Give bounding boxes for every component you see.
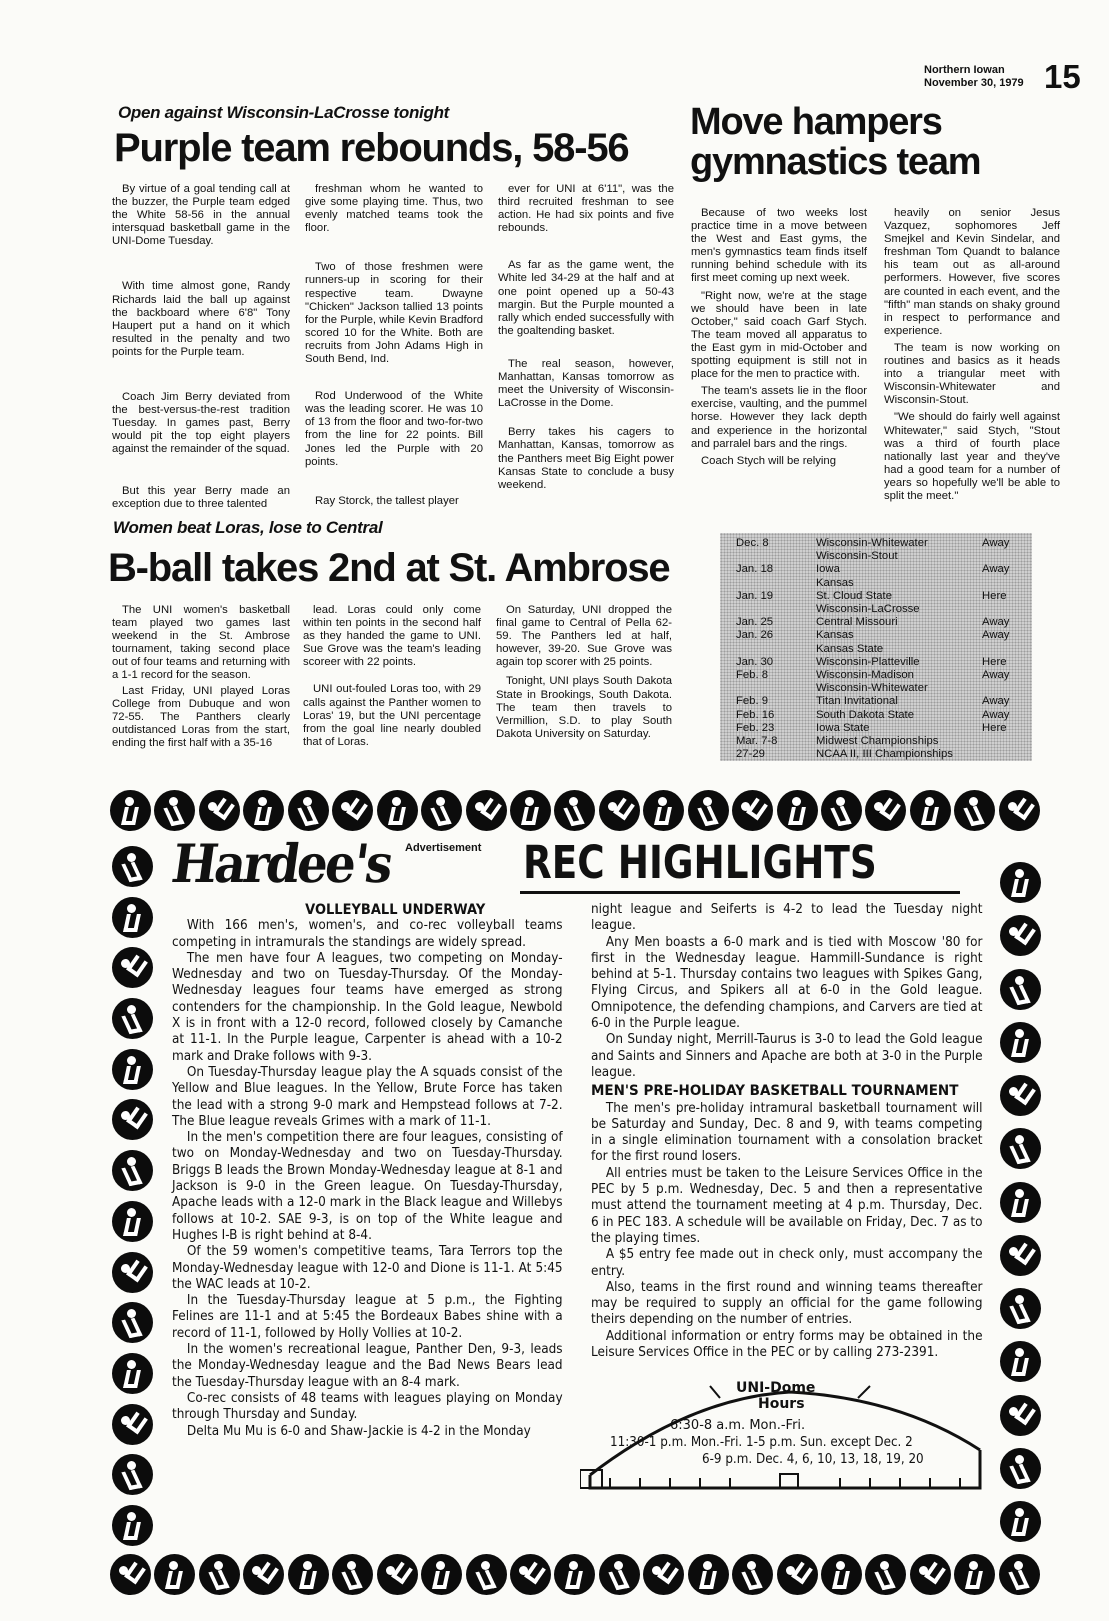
schedule-row — [720, 643, 1032, 656]
schedule-row — [720, 603, 1032, 616]
sport-pictogram-icon — [112, 1201, 153, 1242]
sport-pictogram-icon — [288, 1554, 329, 1595]
sport-pictogram-icon — [112, 1150, 153, 1191]
gymnastics-schedule — [720, 533, 1032, 761]
rec-right-column — [591, 902, 983, 1361]
schedule-date: Dec. 8 — [736, 537, 769, 549]
sport-pictogram-icon — [865, 790, 906, 831]
schedule-row — [720, 735, 1032, 748]
sport-pictogram-icon — [999, 790, 1040, 831]
paragraph: On Saturday, UNI dropped the final game to Central of Pella 62-59. The Panthers led at half, however, 39-20. Sue Grove was again top scorer with 25 points. — [496, 604, 672, 669]
paragraph: "Right now, we're at the stage we should have been in late October," said coach Garf Stych. The team moved all apparatus to the East gym in mid-October and spotting equipment is still not in place for the men to practice with. — [691, 289, 867, 381]
schedule-opponent: Wisconsin-Madison — [816, 669, 914, 682]
paragraph: Because of two weeks lost practice time in a move between the West and East gyms, the men's gymnastics team finds itself running behind schedule with its first meet coming up next week. — [691, 207, 867, 285]
schedule-row — [720, 656, 1032, 669]
sport-pictogram-icon — [112, 998, 153, 1039]
sport-pictogram-icon — [821, 1554, 862, 1595]
paragraph: The team is now working on routines and basics as it heads into a triangular meet with Wisconsin-Whitewater and Wisconsin-Stout. — [884, 341, 1060, 407]
schedule-date: Feb. 9 — [736, 695, 769, 708]
sport-pictogram-icon — [732, 1554, 773, 1595]
sport-pictogram-icon — [910, 1554, 951, 1595]
sport-pictogram-icon — [1000, 1341, 1041, 1382]
sport-pictogram-icon — [199, 1554, 240, 1595]
paragraph: Berry takes his cagers to Manhattan, Kansas, tomorrow as the Panthers meet Big Eight power Kansas State to conclude a busy weekend. — [498, 426, 674, 491]
story2-headline: Move hampers gymnastics team — [690, 101, 981, 183]
schedule-date — [720, 643, 816, 656]
sport-pictogram-icon — [643, 1554, 684, 1595]
schedule-loc: Away — [982, 537, 1010, 549]
paragraph: UNI out-fouled Loras too, with 29 calls against the Panther women to Loras' 19, but the UNI percentage from the goal line nearly doubled that of Loras. — [303, 683, 481, 748]
pictogram-border-right — [1000, 862, 1044, 1542]
schedule-opponent: Midwest Championships — [816, 735, 939, 748]
schedule-loc — [982, 682, 1032, 695]
sport-pictogram-icon — [332, 1554, 373, 1595]
story1-column-3 — [498, 183, 674, 500]
paragraph: With time almost gone, Randy Richards laid the ball up against the backboard where 6'8" Tony Haupert put a hand on it which resulted in the penalty and two points for the Purple team. — [112, 280, 290, 358]
paragraph: Coach Jim Berry deviated from the best-versus-the-rest tradition Tuesday. In games past, Berry would pit the top eight players against the remainder of the squad. — [112, 391, 290, 456]
sport-pictogram-icon — [332, 790, 373, 831]
sport-pictogram-icon — [112, 897, 153, 938]
sport-pictogram-icon — [1000, 1075, 1041, 1116]
sport-pictogram-icon — [554, 790, 595, 831]
sport-pictogram-icon — [954, 790, 995, 831]
paragraph: Two of those freshmen were runners-up in scoring for their respective team. Dwayne "Chicken" Jackson tallied 13 points for the Purple, while Kevin Bradford scored 10 for the White. Both are recruits from John Adams High in South Bend, Ind. — [305, 261, 483, 366]
pictogram-border-left — [112, 846, 156, 1546]
paragraph: On Tuesday-Thursday league play the A squads consist of the Yellow and Blue leagues. In the Yellow, Brute Force has taken the lead with a strong 9-0 mark and Hempstead follows at 7-2. The Blue league reveals Grimes with a mark of 11-1. — [172, 1064, 563, 1129]
story1-kicker: Open against Wisconsin-LaCrosse tonight — [118, 103, 450, 122]
sport-pictogram-icon — [910, 790, 951, 831]
sport-pictogram-icon — [110, 1554, 151, 1595]
story2-column-1 — [691, 207, 867, 476]
rec-left-column — [172, 902, 563, 1440]
schedule-opponent: Wisconsin-Whitewater — [816, 682, 928, 695]
sport-pictogram-icon — [1000, 1182, 1041, 1223]
dome-subtitle: Hours — [758, 1396, 805, 1412]
sport-pictogram-icon — [954, 1554, 995, 1595]
paragraph: The men's pre-holiday intramural basketball tournament will be Saturday and Sunday, Dec. 8 and 9, with teams competing in a single elimination tournament with a consolation bracket for the first round losers. — [591, 1100, 983, 1165]
schedule-opponent: Wisconsin-Stout — [816, 550, 898, 563]
paragraph: Last Friday, UNI played Loras College from Dubuque and won 72-55. The Panthers clearly outdistanced Loras from the start, ending the first half with a 35-16 — [112, 684, 290, 749]
paragraph: On Sunday night, Merrill-Taurus is 3-0 to lead the Gold league and Saints and Sinners and Apache are both at 3-0 in the Purple league. — [591, 1032, 983, 1080]
sport-pictogram-icon — [154, 1554, 195, 1595]
headline-underline — [520, 891, 960, 894]
sport-pictogram-icon — [112, 1049, 153, 1090]
schedule-date — [720, 682, 816, 695]
schedule-row — [720, 669, 1032, 682]
schedule-date: 27-29 — [736, 748, 765, 761]
sport-pictogram-icon — [1000, 915, 1041, 956]
schedule-row — [720, 722, 1032, 735]
story3-column-3 — [496, 604, 672, 749]
volleyball-subheading: VOLLEYBALL UNDERWAY — [305, 902, 486, 918]
schedule-opponent: St. Cloud State — [816, 589, 892, 602]
sport-pictogram-icon — [599, 1554, 640, 1595]
schedule-date: Feb. 8 — [736, 669, 769, 682]
sport-pictogram-icon — [510, 790, 551, 831]
sport-pictogram-icon — [554, 1554, 595, 1595]
schedule-date: Feb. 23 — [736, 721, 775, 734]
paragraph: Also, teams in the first round and winning teams thereafter may be required to supply an official for the game following theirs depending on the number of entries. — [591, 1279, 983, 1328]
sport-pictogram-icon — [288, 790, 329, 831]
paragraph: Coach Stych will be relying — [701, 454, 836, 467]
schedule-date — [720, 603, 816, 616]
schedule-date: Mar. 7-8 — [736, 735, 778, 748]
schedule-opponent: Wisconsin-Platteville — [816, 655, 920, 668]
sport-pictogram-icon — [1000, 969, 1041, 1010]
sport-pictogram-icon — [688, 1554, 729, 1595]
paragraph: freshman whom he wanted to give some playing time. Thus, two evenly matched teams took the floor. — [305, 183, 483, 235]
sport-pictogram-icon — [112, 947, 153, 988]
schedule-loc — [982, 577, 1032, 590]
story1-headline: Purple team rebounds, 58-56 — [114, 126, 629, 170]
pictogram-border-bottom — [110, 1554, 1040, 1598]
schedule-row — [720, 577, 1032, 590]
schedule-loc: Here — [982, 655, 1007, 668]
schedule-opponent: Wisconsin-Whitewater — [816, 537, 928, 549]
paragraph: Additional information or entry forms may be obtained in the Leisure Services Office in the PEC or by calling 273-2391. — [591, 1328, 983, 1361]
schedule-opponent: Iowa State — [816, 721, 870, 734]
sport-pictogram-icon — [777, 1554, 818, 1595]
schedule-opponent: Iowa — [816, 563, 840, 576]
sport-pictogram-icon — [199, 790, 240, 831]
schedule-date: Jan. 19 — [736, 589, 774, 602]
sport-pictogram-icon — [1000, 862, 1041, 903]
sport-pictogram-icon — [112, 1404, 153, 1445]
sport-pictogram-icon — [243, 790, 284, 831]
story3-headline: B-ball takes 2nd at St. Ambrose — [108, 546, 670, 590]
story3-kicker: Women beat Loras, lose to Central — [113, 518, 383, 537]
sport-pictogram-icon — [1000, 1501, 1041, 1542]
schedule-date: Jan. 18 — [736, 563, 774, 576]
paragraph: The real season, however, Manhattan, Kansas tomorrow as meet the University of Wisconsin-LaCrosse in the Dome. — [498, 357, 674, 410]
rec-highlights-headline: REC HIGHLIGHTS — [523, 836, 877, 889]
paragraph: night league and Seiferts is 4-2 to lead the Tuesday night league. — [591, 902, 983, 934]
paragraph: ever for UNI at 6'11", was the third recruited freshman to see action. He had six points and five rebounds. — [498, 183, 674, 235]
sport-pictogram-icon — [999, 1554, 1040, 1595]
sport-pictogram-icon — [1000, 1235, 1041, 1276]
schedule-loc: Away — [982, 616, 1010, 629]
schedule-date: Jan. 25 — [736, 616, 774, 629]
dome-hours-line: 6-9 p.m. Dec. 4, 6, 10, 13, 18, 19, 20 — [702, 1452, 924, 1467]
schedule-loc: Away — [982, 708, 1010, 721]
basketball-tournament-subheading: MEN'S PRE-HOLIDAY BASKETBALL TOURNAMENT — [591, 1083, 959, 1100]
sport-pictogram-icon — [510, 1554, 551, 1595]
schedule-loc — [982, 550, 1032, 563]
page-number: 15 — [1044, 58, 1081, 95]
schedule-loc: Away — [982, 629, 1010, 642]
sport-pictogram-icon — [599, 790, 640, 831]
sport-pictogram-icon — [821, 790, 862, 831]
uni-dome-hours — [580, 1380, 1000, 1492]
sport-pictogram-icon — [110, 790, 151, 831]
schedule-loc — [982, 735, 1032, 748]
paragraph: By virtue of a goal tending call at the buzzer, the Purple team edged the White 58-56 in the annual intersquad basketball game in the UNI-Dome Tuesday. — [112, 183, 290, 248]
schedule-opponent: South Dakota State — [816, 708, 914, 721]
paragraph: As far as the game went, the White led 34-29 at the half and at one point opened up a 50-43 margin. But the Purple mounted a rally which ended successfully with the goaltending basket. — [498, 259, 674, 337]
sport-pictogram-icon — [112, 1454, 153, 1495]
sport-pictogram-icon — [112, 846, 153, 887]
dome-hours-line: 11:30-1 p.m. Mon.-Fri. 1-5 p.m. Sun. except Dec. 2 — [610, 1435, 913, 1450]
sport-pictogram-icon — [112, 1353, 153, 1394]
story2-column-2 — [884, 207, 1060, 511]
schedule-opponent: Central Missouri — [816, 616, 898, 629]
schedule-opponent: Wisconsin-LaCrosse — [816, 603, 920, 616]
paragraph: Co-rec consists of 48 teams with leagues playing on Monday through Thursday and Sunday. — [172, 1390, 563, 1423]
paragraph: heavily on senior Jesus Vazquez, sophomores Jeff Smejkel and Kevin Sindelar, and freshman Tom Quandt to balance his team out as all-around performers. However, five scores are counted in each event, and the "fifth" man stands on shaky ground in respect to performance and experience. — [884, 207, 1060, 337]
schedule-row — [720, 682, 1032, 695]
schedule-opponent: Kansas — [816, 629, 854, 642]
sport-pictogram-icon — [112, 1302, 153, 1343]
story3-column-2 — [303, 604, 481, 757]
paragraph: In the Tuesday-Thursday league at 5 p.m., the Fighting Felines are 11-1 and at 5:45 the Bordeaux Babes shine with a record of 11-1, followed by Holly Vollies at 10-2. — [172, 1293, 563, 1341]
masthead — [924, 58, 1094, 100]
schedule-opponent: Titan Invitational — [816, 695, 898, 708]
schedule-loc: Away — [982, 695, 1010, 708]
schedule-opponent: Kansas State — [816, 642, 884, 655]
paragraph: A $5 entry fee made out in check only, must accompany the entry. — [591, 1247, 983, 1279]
sport-pictogram-icon — [112, 1099, 153, 1140]
issue-date: November 30, 1979 — [924, 77, 1024, 89]
sport-pictogram-icon — [1000, 1395, 1041, 1436]
sport-pictogram-icon — [1000, 1022, 1041, 1063]
sport-pictogram-icon — [377, 790, 418, 831]
paragraph: Tonight, UNI plays South Dakota State in Brookings, South Dakota. The team then travels to Vermillion, S.D. to play South Dakota University on Saturday. — [496, 675, 672, 740]
schedule-date: Feb. 16 — [736, 708, 775, 721]
schedule-row — [720, 709, 1032, 722]
schedule-row — [720, 629, 1032, 642]
schedule-loc: Here — [982, 721, 1007, 734]
paragraph: The UNI women's basketball team played two games last weekend in the St. Ambrose tournament, taking second place out of four teams and returning with a 1-1 record for the season. — [112, 604, 290, 682]
story1-column-2 — [305, 183, 483, 516]
sport-pictogram-icon — [466, 1554, 507, 1595]
sport-pictogram-icon — [1000, 1128, 1041, 1169]
sport-pictogram-icon — [643, 790, 684, 831]
sport-pictogram-icon — [1000, 1448, 1041, 1489]
schedule-row — [720, 590, 1032, 603]
schedule-loc: Here — [982, 589, 1007, 602]
sport-pictogram-icon — [421, 1554, 462, 1595]
schedule-row — [720, 537, 1032, 550]
schedule-row — [720, 616, 1032, 629]
sport-pictogram-icon — [1000, 1288, 1041, 1329]
paragraph: "We should do fairly well against Whitewater," said Stych, "Stout was a third of fourth place nationally last year and they've had a good team for a number of years so hopefully we'll be able to split the meet." — [884, 411, 1060, 502]
paragraph: The men have four A leagues, two competing on Monday-Wednesday and two on Tuesday-Thursday. Of the Monday-Wednesday leagues four teams have emerged as strong contenders for the championship. In the Gold league, Newbold X is in front with a 12-0 record, followed closely by Camanche at 11-1. In the Purple league, Carpenter is ahead with a 10-2 mark and Drake follows with 9-3. — [172, 950, 563, 1064]
dome-hours-line: 6:30-8 a.m. Mon.-Fri. — [670, 1418, 806, 1433]
schedule-date — [720, 577, 816, 590]
schedule-loc: Away — [982, 563, 1010, 576]
paragraph: lead. Loras could only come within ten points in the second half as they handed the game to UNI. Sue Grove was the team's leading scoreer with 22 points. — [303, 604, 481, 669]
sport-pictogram-icon — [466, 790, 507, 831]
schedule-loc — [982, 748, 1032, 761]
sport-pictogram-icon — [243, 1554, 284, 1595]
schedule-row — [720, 563, 1032, 576]
sport-pictogram-icon — [865, 1554, 906, 1595]
paragraph: Ray Storck, the tallest player — [315, 494, 459, 507]
hardees-logo: Hardee's — [167, 833, 395, 896]
paragraph: Any Men boasts a 6-0 mark and is tied with Moscow '80 for first in the Wednesday league. Hammill-Sundance is right behind at 5-1. Thursday contains two leagues with Spikes Gang, Flying Circus, and Spikers all at 6-0 in the Gold league. Omnipotence, the defending champions, and Carvers are tied at 6-0 in the Purple league. — [591, 934, 983, 1032]
schedule-row — [720, 550, 1032, 563]
sport-pictogram-icon — [377, 1554, 418, 1595]
schedule-date — [720, 550, 816, 563]
paragraph: With 166 men's, women's, and co-rec volleyball teams competing in intramurals the standings are widely spread. — [172, 918, 563, 950]
schedule-date: Jan. 30 — [736, 655, 774, 668]
sport-pictogram-icon — [777, 790, 818, 831]
sport-pictogram-icon — [732, 790, 773, 831]
schedule-row — [720, 748, 1032, 761]
sport-pictogram-icon — [421, 790, 462, 831]
story1-column-1 — [112, 183, 290, 519]
paper-name: Northern Iowan — [924, 64, 1005, 76]
dome-title: UNI-Dome — [736, 1380, 816, 1396]
paragraph: In the men's competition there are four leagues, consisting of two on Monday-Wednesday and two on Tuesday-Thursday. Briggs B leads the Brown Monday-Wednesday league at 8-1 and Jackson is 9-0 in the Green league. On Tuesday-Thursday, Apache leads with a 12-0 mark in the Black league and Willebys follows at 10-2. SAE 9-3, is on top of the White league and Hughes I-B is right behind at 8-4. — [172, 1130, 563, 1243]
sport-pictogram-icon — [112, 1505, 153, 1546]
pictogram-border-top — [110, 790, 1040, 834]
schedule-loc — [982, 643, 1032, 656]
paragraph: Rod Underwood of the White was the leading scorer. He was 10 of 13 from the floor and two-for-two from the line for 22 points. Bill Jones led the Purple with 20 points. — [305, 390, 483, 468]
schedule-table — [720, 537, 1032, 761]
paragraph: Of the 59 women's competitive teams, Tara Terrors top the Monday-Wednesday league with 12-0 and Dione is 11-1. At 5:45 the WAC leads at 10-2. — [172, 1244, 563, 1292]
paragraph: In the women's recreational league, Panther Den, 9-3, leads the Monday-Wednesday league and the Bad News Bears lead the Tuesday-Thursday league with an 8-4 mark. — [172, 1342, 563, 1390]
paragraph: Delta Mu Mu is 6-0 and Shaw-Jackie is 4-2 in the Monday — [186, 1423, 531, 1439]
sport-pictogram-icon — [154, 790, 195, 831]
schedule-opponent: NCAA II, III Championships — [816, 748, 953, 761]
story3-column-1 — [112, 604, 290, 758]
schedule-loc: Away — [982, 669, 1010, 682]
schedule-row — [720, 695, 1032, 708]
schedule-opponent: Kansas — [816, 576, 854, 589]
schedule-loc — [982, 603, 1032, 616]
schedule-date: Jan. 26 — [736, 629, 774, 642]
sport-pictogram-icon — [112, 1252, 153, 1293]
sport-pictogram-icon — [688, 790, 729, 831]
advertisement-label: Advertisement — [405, 842, 482, 854]
paragraph: The team's assets lie in the floor exercise, vaulting, and the pummel horse. However they lack depth and experience in the horizontal and parralel bars and the rings. — [691, 385, 867, 450]
paragraph: But this year Berry made an exception due to three talented — [112, 484, 290, 510]
paragraph: All entries must be taken to the Leisure Services Office in the PEC by 5 p.m. Wednesday, Dec. 5 and then a representative must attend the tournament meeting at 4 p.m. Thursday, Dec. 6 in PEC 183. A schedule will be available on Friday, Dec. 7 as to the playing times. — [591, 1165, 983, 1246]
